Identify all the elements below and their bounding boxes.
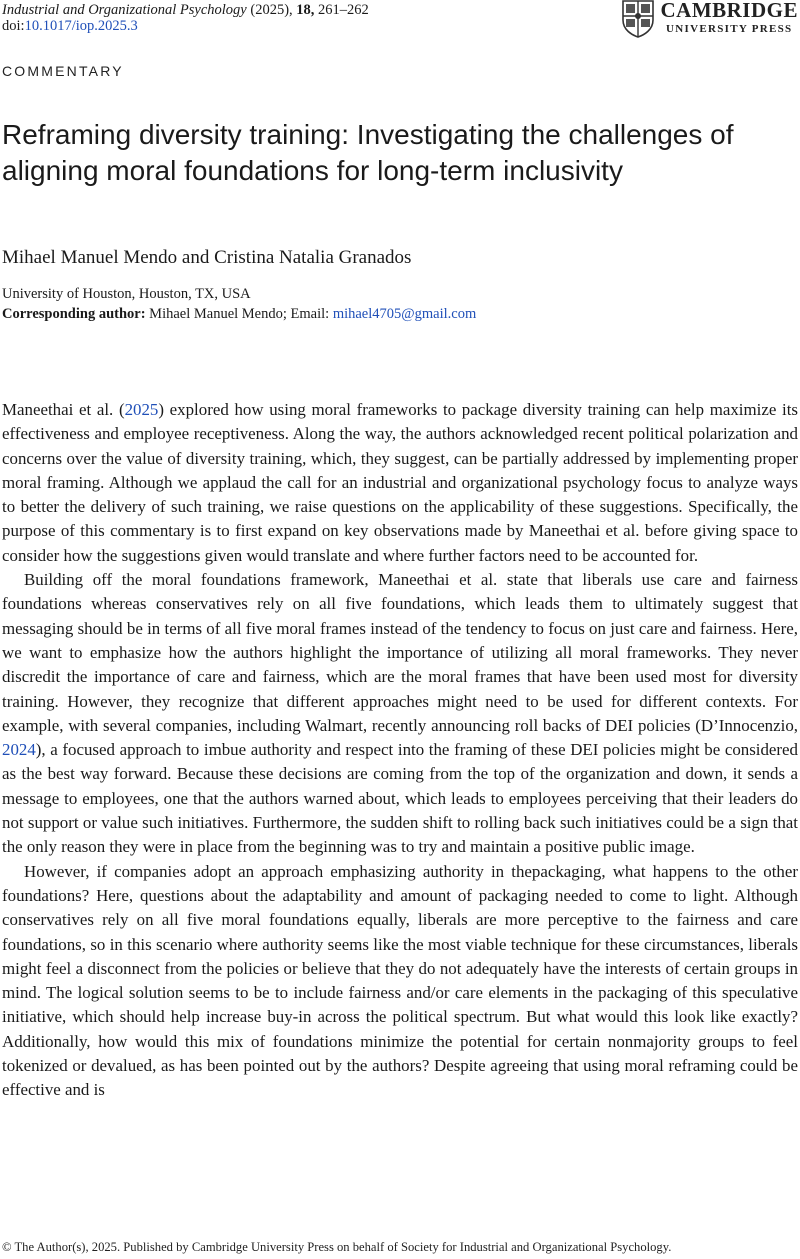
journal-pages: 261–262 <box>318 2 369 18</box>
paragraph-2-start: Building off the moral foundations framework, Maneethai et al. state that liberals use care and fairness foundations whereas conservatives rely on all five foundations, which leads them to ultimately suggest that messaging should be in terms of all five moral frames instead of the tendency to focus on just care and fairness. Here, we want to emphasize how the authors highlight the importance of utilizing all moral frameworks. They never discredit the importance of care and fairness, which are the moral frames that have been used most for diversity training. However, they recognize that different approaches might need to be used for different contexts. For example, with several companies, including Walmart, recently announcing roll backs of DEI policies (D’Innocenzio, <box>2 570 798 735</box>
doi-link[interactable]: 10.1017/iop.2025.3 <box>24 18 138 34</box>
corresponding-label: Corresponding author: <box>2 306 146 322</box>
author-list: Mihael Manuel Mendo and Cristina Natalia Granados <box>2 247 412 268</box>
logo-main-text: CAMBRIDGE <box>660 0 798 22</box>
journal-year: (2025), <box>250 2 293 18</box>
paragraph-1-rest: ) explored how using moral frameworks to package diversity training can help maximize its effectiveness and employee receptiveness. Along the way, the authors acknowledged recent political polarization and concerns over the value of diversity training, which, they suggest, can be partially addressed by implementing proper moral framing. Although we applaud the call for an industrial and organizational psychology focus to analyze ways to better the delivery of such training, we raise questions on the applicability of these suggestions. Specifically, the purpose of this commentary is to first expand on key observations made by Maneethai et al. before giving space to consider how the suggestions given would translate and where further factors need to be accounted for. <box>2 400 798 565</box>
paragraph-3: However, if companies adopt an approach emphasizing authority in thepackaging, what happens to the other foundations? Here, questions about the adaptability and amount of packaging needed to come to light. Although conservatives rely on all five moral foundations equally, liberals are more perceptive to the fairness and care foundations, so in this scenario where authority seems like the most viable technique for these circumstances, liberals might feel a disconnect from the policies or believe that they do not adequately have the interests of certain groups in mind. The logical solution seems to be to include fairness and/or care elements in the packaging of this speculative initiative, which should help increase buy-in across the political spectrum. But what would this look like exactly? Additionally, how would this mix of foundations minimize the potential for certain nonmajority groups to feel tokenized or devalued, as has been pointed out by the authors? Despite agreeing that using moral reframing could be effective and is <box>2 861 798 1100</box>
doi-line <box>2 17 138 35</box>
citation-link-dinnocenzio[interactable]: 2024 <box>2 740 36 760</box>
logo-sub-text: UNIVERSITY PRESS <box>666 23 793 35</box>
article-body <box>2 398 798 1103</box>
logo-wordmark <box>660 0 798 35</box>
paragraph-1 <box>2 398 798 568</box>
affiliation: University of Houston, Houston, TX, USA <box>2 286 251 302</box>
article-type: COMMENTARY <box>2 63 124 79</box>
copyright-footer: © The Author(s), 2025. Published by Cambridge University Press on behalf of Society for Industrial and Organizational Psychology. <box>2 1240 672 1254</box>
corresponding-text: Mihael Manuel Mendo; Email: <box>149 306 330 322</box>
journal-volume: 18, <box>296 2 315 18</box>
citation-link-maneethai[interactable]: 2025 <box>124 400 159 419</box>
paragraph-2-rest: ), a focused approach to imbue authority and respect into the framing of these DEI policies might be considered as the best way forward. Because these decisions are coming from the top of the organization and down, it sends a message to employees, one that the authors warned about, which leads to employees perceiving that their leaders do not support or value such initiatives. Furthermore, the sudden shift to rolling back such initiatives could be a sign that the only reason they were in place from the beginning was to try and maintain a positive public image. <box>2 740 798 857</box>
journal-name: Industrial and Organizational Psychology <box>2 2 247 18</box>
doi-prefix: doi: <box>2 18 25 34</box>
university-crest-icon <box>622 0 654 38</box>
paragraph-1-start: Maneethai et al. ( <box>2 400 125 419</box>
paragraph-2 <box>2 568 798 860</box>
running-header <box>2 0 798 40</box>
author-email-link[interactable]: mihael4705@gmail.com <box>332 306 477 322</box>
publisher-logo <box>622 0 798 38</box>
corresponding-author <box>2 305 476 323</box>
article-title: Reframing diversity training: Investigating the challenges of aligning moral foundations for long-term inclusivity <box>2 119 734 186</box>
